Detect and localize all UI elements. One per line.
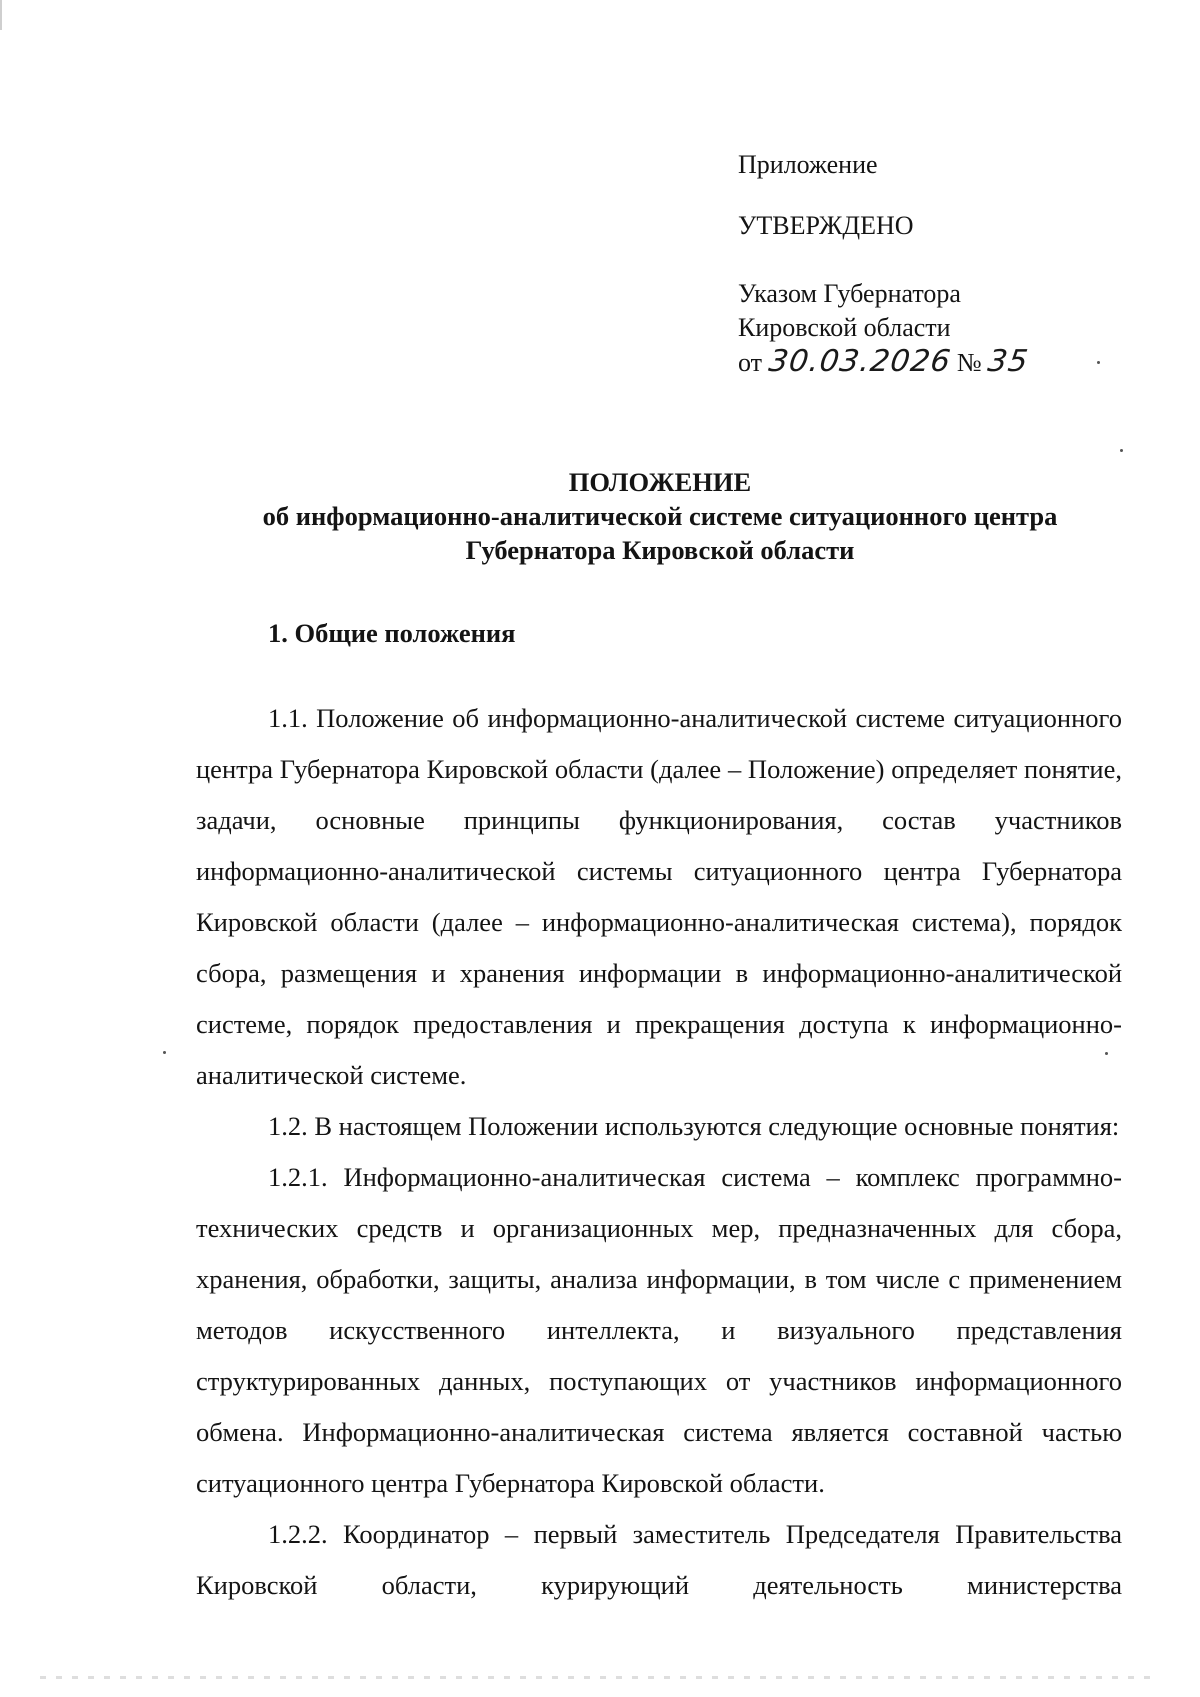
title-heading: ПОЛОЖЕНИЕ [568,467,752,497]
approved-label: УТВЕРЖДЕНО [738,211,914,240]
scan-speck [1105,1052,1108,1055]
handwritten-date: 30.03.2026 [766,344,953,379]
from-label: от [738,348,763,377]
number-label: № [956,348,982,377]
paragraph-1-2-2: 1.2.2. Координатор – первый заместитель Председателя Правительства Кировской области, курирующий деятельность министерства [196,1519,1122,1600]
section-body [196,693,1122,1611]
document-title [0,465,1200,567]
scan-speck [1120,449,1123,452]
scan-speck [163,1051,166,1054]
section-heading: 1. Общие положения [268,618,516,648]
approved-block [738,209,914,243]
decree-block [738,277,1031,380]
title-line-2: Губернатора Кировской области [465,535,855,565]
paragraph-1-2-1: 1.2.1. Информационно-аналитическая система – комплекс программно-технических средств и организационных мер, предназначенных для сбора, хранения, обработки, защиты, анализа информации, в том числе с применением методов искусственного интеллекта, и визуального представления структурированных данных, поступающих от участников информационного обмена. Информационно-аналитическая система является составной частью ситуационного центра Губернатора Кировской области. [196,1162,1122,1498]
paragraph-1-2: 1.2. В настоящем Положении используются следующие основные понятия: [268,1111,1120,1141]
scan-edge [0,0,2,30]
title-line-1: об информационно-аналитической системе ситуационного центра [262,501,1058,531]
scan-speck [1097,361,1100,364]
handwritten-number: 35 [985,344,1031,379]
paragraph-1-1: 1.1. Положение об информационно-аналитической системе ситуационного центра Губернатора Кировской области (далее – Положение) определяет понятие, задачи, основные принципы функционирования, состав участников информационно-аналитической системы ситуационного центра Губернатора Кировской области (далее – информационно-аналитическая система), порядок сбора, размещения и хранения информации в информационно-аналитической системе, порядок предоставления и прекращения доступа к информационно-аналитической системе. [196,703,1122,1090]
decree-line-1: Указом Губернатора [738,279,961,308]
scan-noise [40,1676,1160,1679]
approval-block [738,148,878,182]
decree-line-2: Кировской области [738,313,951,342]
appendix-label: Приложение [738,150,878,179]
decree-date-line [738,344,1031,380]
